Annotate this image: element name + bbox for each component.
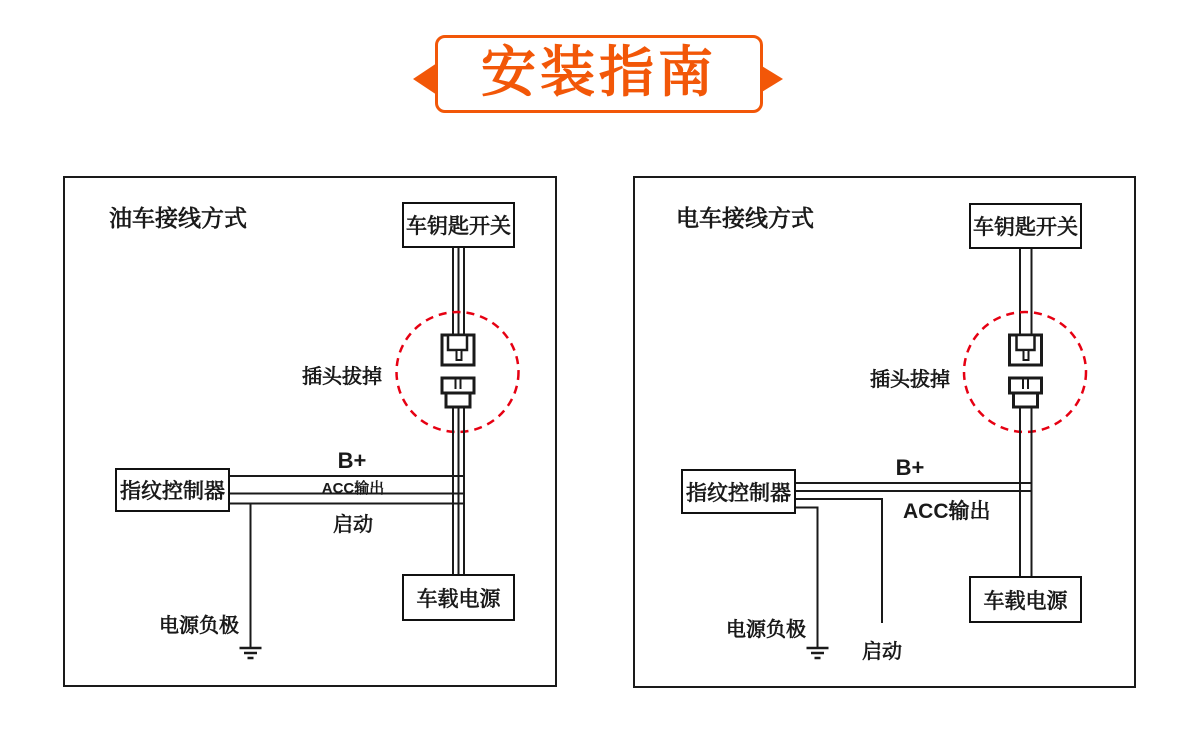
b-plus-label: B+ <box>337 448 367 473</box>
ground-icon <box>240 648 262 658</box>
key-switch-wire <box>1020 248 1032 336</box>
power-negative-label: 电源负极 <box>159 615 239 637</box>
left-arrow-icon <box>413 63 437 95</box>
electric-vehicle-diagram <box>633 176 1136 688</box>
power-negative-label: 电源负极 <box>726 619 806 641</box>
ground-icon <box>807 648 829 658</box>
diagram-title-fuel: 油车接线方式 <box>109 205 247 231</box>
start-label: 启动 <box>333 514 373 536</box>
page-title: 安装指南 <box>480 40 717 103</box>
title-banner <box>435 35 763 113</box>
acc-output-label: ACC输出 <box>903 500 991 523</box>
fuel-vehicle-diagram <box>63 176 557 687</box>
unplug-circle <box>964 312 1086 432</box>
start-label: 启动 <box>862 641 902 663</box>
unplug-label: 插头拔掉 <box>870 369 950 391</box>
plug-top-connector <box>1010 335 1042 365</box>
plug-bottom-connector <box>442 378 474 407</box>
acc-output-label: ACC输出 <box>321 480 385 497</box>
plug-bottom-connector <box>1010 378 1042 407</box>
vehicle-power-box: 车载电源 <box>402 574 515 621</box>
key-switch-box: 车钥匙开关 <box>969 203 1082 249</box>
vehicle-power-box: 车载电源 <box>969 576 1082 623</box>
fingerprint-controller-box: 指纹控制器 <box>115 468 230 512</box>
fingerprint-controller-box: 指纹控制器 <box>681 469 796 514</box>
diagram-title-electric: 电车接线方式 <box>676 205 814 231</box>
controller-wires <box>796 483 1033 491</box>
key-switch-wire <box>453 247 464 336</box>
start-wire <box>796 499 882 623</box>
unplug-label: 插头拔掉 <box>302 366 382 388</box>
plug-top-connector <box>442 335 474 365</box>
b-plus-label: B+ <box>895 455 925 480</box>
key-switch-box: 车钥匙开关 <box>402 202 515 248</box>
